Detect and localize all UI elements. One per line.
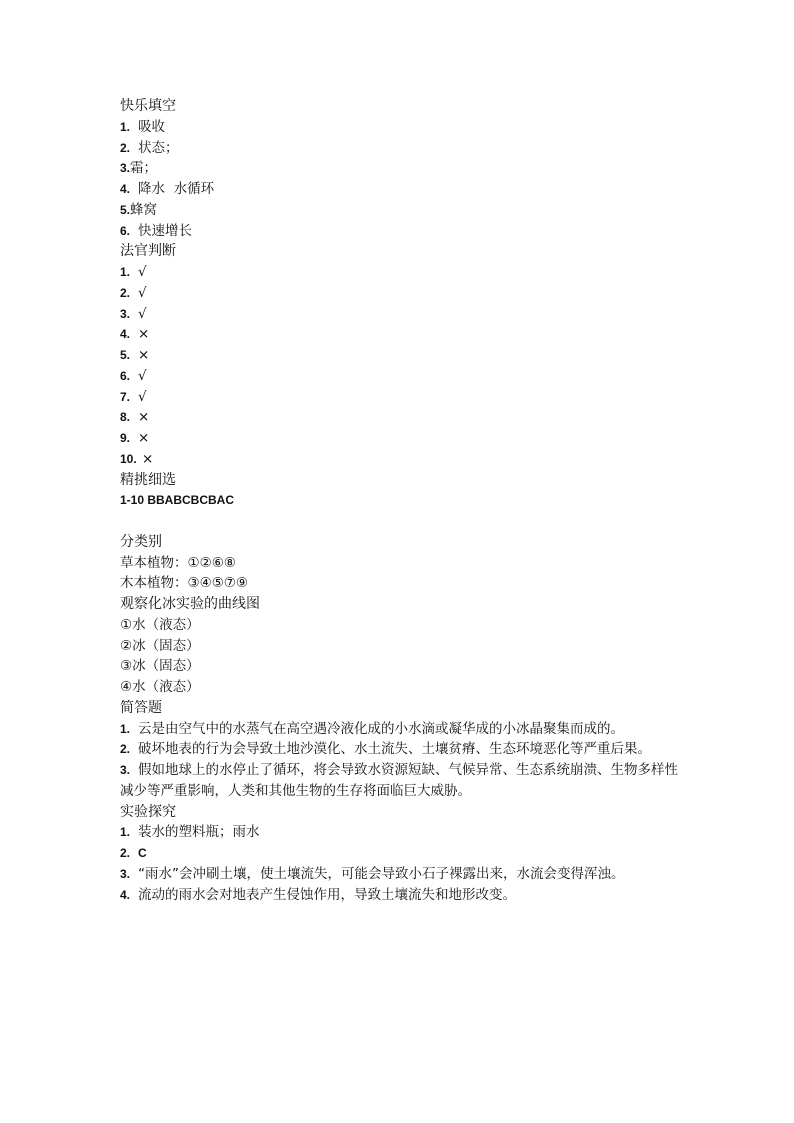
item-text: 霜；: [130, 160, 158, 177]
judge-item-4: [120, 324, 680, 345]
judge-item-6: [120, 366, 680, 387]
item-number: 9.: [120, 431, 131, 445]
choose-answer: 1-10 BBABCBCBAC: [120, 493, 235, 508]
item-number: 1.: [120, 721, 131, 736]
cross-mark: ×: [138, 430, 150, 446]
check-mark: √: [138, 305, 147, 322]
item-text: 降水 水循环: [138, 181, 215, 197]
fill-item-5: [120, 200, 680, 221]
item-number: 8.: [120, 410, 131, 425]
item-number: 5.: [120, 202, 131, 217]
fill-item-3: [120, 158, 680, 179]
experiment-item-4: [120, 885, 680, 906]
experiment-item-1: [120, 822, 680, 843]
cross-mark: ×: [138, 409, 150, 426]
curve-item-4: ④水（液态）: [120, 679, 200, 695]
judge-item-3: [120, 304, 680, 325]
item-number: 4.: [120, 887, 131, 902]
check-mark: √: [138, 284, 147, 301]
item-number: 3.: [120, 306, 131, 321]
item-number: 2.: [120, 285, 131, 300]
item-text: 吸收: [138, 118, 165, 135]
item-text: 装水的塑料瓶；雨水: [138, 824, 260, 841]
fill-item-6: [120, 221, 680, 242]
item-number: 10.: [120, 451, 137, 466]
item-text: 快速增长: [138, 222, 192, 239]
answer-sheet: [120, 96, 680, 905]
item-number: 4.: [120, 327, 131, 342]
item-number: 6.: [120, 368, 131, 383]
item-text: C: [138, 846, 147, 860]
section-title-short: 简答题: [120, 699, 162, 716]
curve-item-1: ①水（液态）: [120, 616, 200, 633]
cross-mark: ×: [142, 450, 154, 467]
item-number: 1.: [120, 825, 131, 840]
item-number: 5.: [120, 348, 131, 362]
item-text: 破坏地表的行为会导致土地沙漠化、水土流失、土壤贫瘠、生态环境恶化等严重后果。: [138, 741, 651, 758]
cross-mark: ×: [138, 326, 150, 343]
judge-item-7: [120, 387, 680, 408]
check-mark: √: [138, 264, 147, 280]
item-number: 2.: [120, 846, 131, 860]
item-text: 假如地球上的水停止了循环，将会导致水资源短缺、气候异常、生态系统崩溃、生物多样性减少等严重影响，人类和其他生物的生存将面临巨大威胁。: [120, 762, 678, 799]
experiment-item-3: [120, 864, 680, 885]
item-text: 流动的雨水会对地表产生侵蚀作用，导致土壤流失和地形改变。: [138, 886, 516, 903]
judge-item-1: [120, 262, 680, 283]
item-text: “雨水”会冲刷土壤，使土壤流失，可能会导致小石子裸露出来，水流会变得浑浊。: [138, 865, 625, 882]
section-title-classify: 分类别: [120, 533, 162, 550]
experiment-item-2: [120, 843, 680, 864]
item-text: 云是由空气中的水蒸气在高空遇冷液化成的小水滴或凝华成的小冰晶聚集而成的。: [138, 720, 624, 737]
check-mark: √: [138, 388, 147, 405]
short-item-3: [120, 760, 680, 802]
section-title-experiment: 实验探究: [120, 803, 176, 820]
curve-item-3: ③冰（固态）: [120, 658, 200, 675]
classify-herb: 草本植物：①②⑥⑧: [120, 554, 236, 571]
section-title-curve: 观察化冰实验的曲线图: [120, 596, 260, 612]
item-number: 1.: [120, 119, 131, 134]
judge-item-10: [120, 449, 680, 470]
fill-item-4: [120, 179, 680, 200]
item-number: 3.: [120, 866, 131, 881]
section-title-fill: 快乐填空: [120, 98, 176, 114]
item-text: 状态；: [138, 139, 179, 156]
item-number: 6.: [120, 223, 131, 238]
curve-item-2: ②冰（固态）: [120, 637, 200, 654]
item-number: 3.: [120, 161, 131, 176]
judge-item-5: [120, 345, 680, 366]
classify-wood: 木本植物：③④⑤⑦⑨: [120, 575, 249, 592]
section-title-judge: 法官判断: [120, 243, 176, 260]
judge-item-2: [120, 283, 680, 304]
section-title-choose: 精挑细选: [120, 471, 176, 488]
item-number: 3.: [120, 763, 131, 777]
check-mark: √: [138, 367, 147, 384]
item-number: 7.: [120, 389, 131, 404]
item-text: 蜂窝: [130, 201, 158, 218]
fill-item-2: [120, 138, 680, 159]
item-number: 4.: [120, 182, 131, 196]
cross-mark: ×: [138, 347, 150, 363]
item-number: 1.: [120, 265, 131, 279]
short-item-1: [120, 719, 680, 740]
item-number: 2.: [120, 742, 131, 757]
fill-item-1: [120, 117, 680, 138]
blank-line: [120, 511, 680, 532]
judge-item-8: [120, 407, 680, 428]
short-item-2: [120, 739, 680, 760]
item-number: 2.: [120, 140, 131, 155]
judge-item-9: [120, 428, 680, 449]
